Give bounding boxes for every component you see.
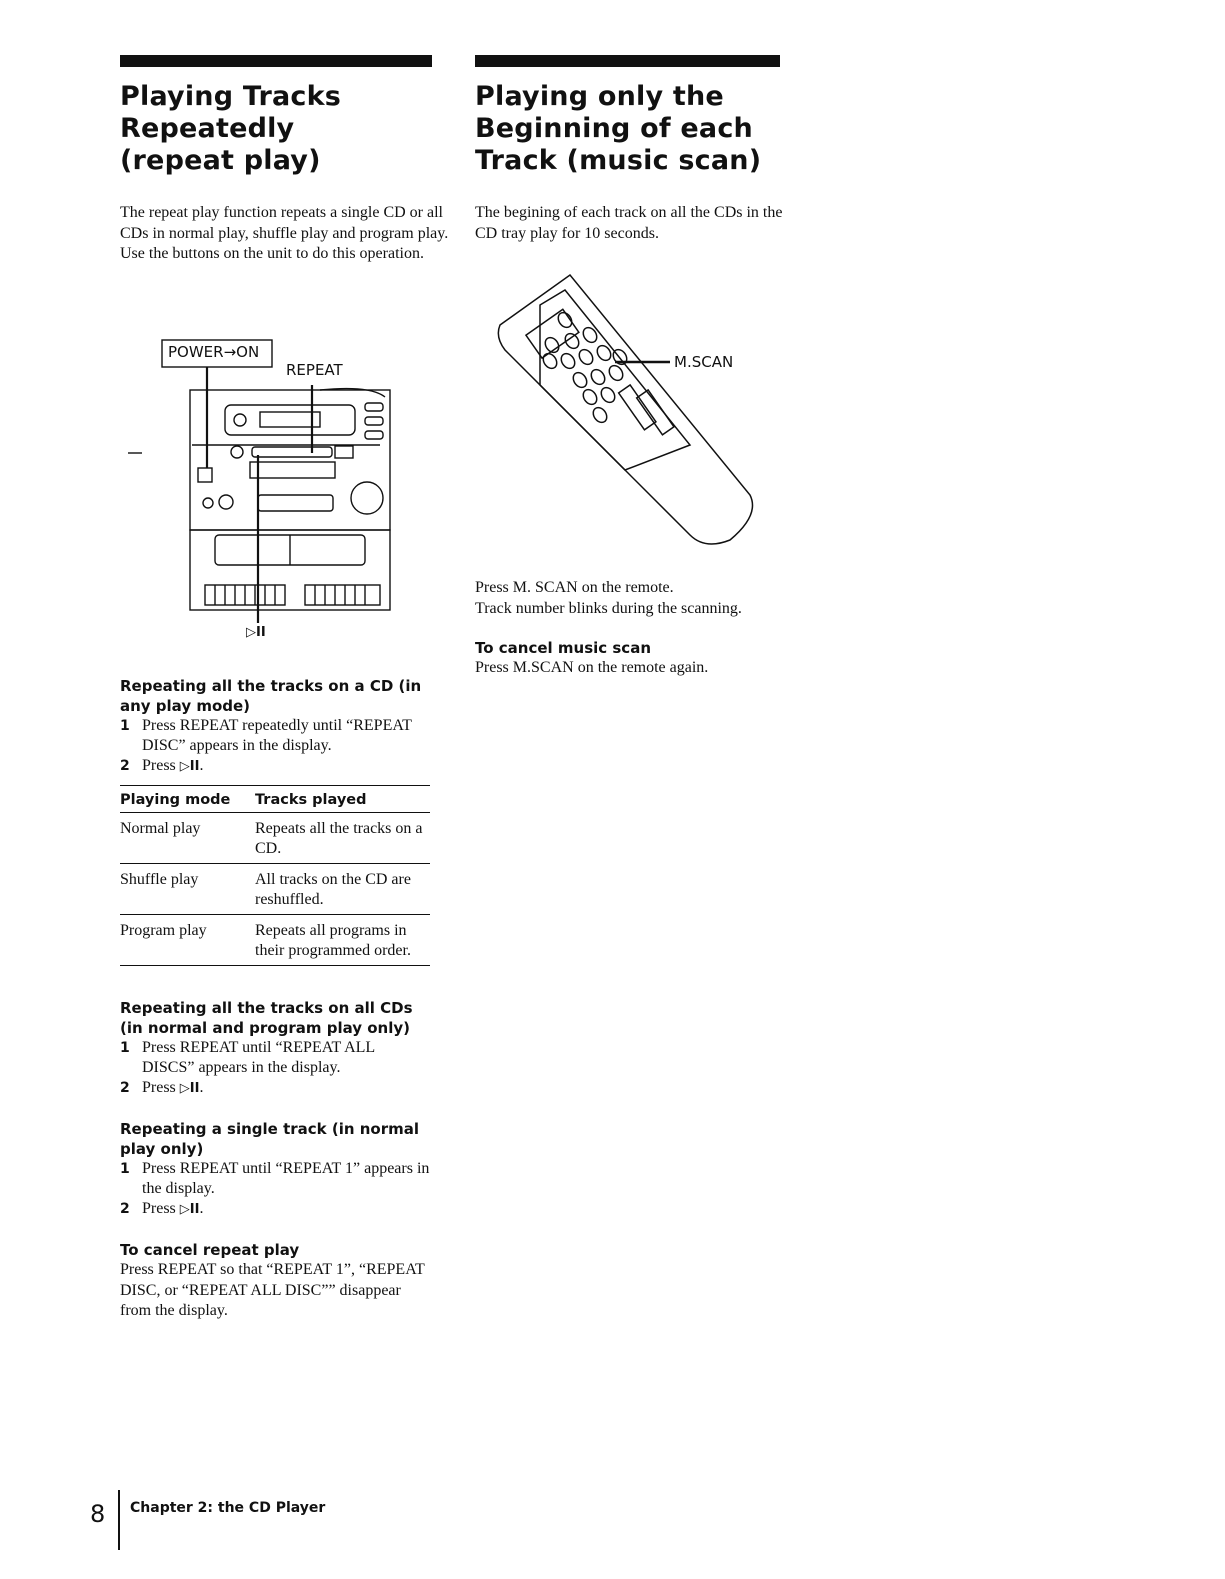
- play-pause-symbol: ▷II: [179, 1081, 200, 1096]
- table-row: [120, 813, 430, 864]
- step-text: Press REPEAT repeatedly until “REPEAT DISC” appears in the display.: [142, 717, 412, 754]
- left-column: [120, 55, 450, 265]
- right-title-line-3: Track (music scan): [475, 145, 762, 176]
- step-number: 1: [120, 1161, 130, 1177]
- repeat-label: REPEAT: [286, 361, 343, 379]
- table-cell: Repeats all programs in their programmed order.: [255, 915, 430, 966]
- right-title-line-2: Beginning of each: [475, 113, 753, 144]
- step-text-end: .: [199, 1200, 204, 1217]
- section-repeat-cd: [120, 676, 430, 777]
- right-column: [475, 55, 805, 244]
- page-footer: [88, 1490, 388, 1550]
- step-text: Press: [142, 757, 180, 774]
- right-title-line-1: Playing only the: [475, 81, 724, 112]
- play-pause-symbol: ▷II: [179, 759, 200, 774]
- step-item: [120, 1199, 430, 1220]
- step-text: Press REPEAT until “REPEAT 1” appears in the display.: [142, 1160, 430, 1197]
- play-mode-table-wrap: [120, 785, 430, 966]
- sec3-heading: Repeating a single track (in normal play only): [120, 1120, 420, 1158]
- cancel-scan-text: Press M.SCAN on the remote again.: [475, 659, 709, 676]
- section-repeat-single: [120, 1119, 430, 1220]
- left-title: [120, 81, 450, 177]
- table-header: Tracks played: [255, 786, 430, 813]
- section-cancel-scan: [475, 638, 805, 679]
- remote-diagram: [490, 265, 790, 555]
- table-header: Playing mode: [120, 786, 255, 813]
- table-row: [120, 864, 430, 915]
- step-text: Press: [142, 1200, 180, 1217]
- left-title-line-1: Playing Tracks: [120, 81, 342, 112]
- table-cell: Shuffle play: [120, 864, 255, 915]
- footer-divider: [118, 1490, 120, 1550]
- step-text-end: .: [199, 1079, 204, 1096]
- press-mscan-text: Press M. SCAN on the remote.: [475, 579, 674, 596]
- right-title: [475, 81, 805, 177]
- step-number: 1: [120, 1040, 130, 1056]
- step-number: 2: [120, 1201, 130, 1217]
- sec2-steps: [120, 1038, 430, 1099]
- section-bar: [120, 55, 432, 67]
- sec2-heading: Repeating all the tracks on all CDs (in normal and program play only): [120, 999, 413, 1037]
- unit-illustration: [120, 335, 420, 645]
- mscan-label: M.SCAN: [674, 353, 734, 371]
- section-cancel-repeat: [120, 1240, 430, 1322]
- step-item: [120, 1038, 430, 1078]
- step-text-end: .: [199, 757, 204, 774]
- table-row: [120, 915, 430, 966]
- table-header-row: [120, 786, 430, 813]
- table-cell: Program play: [120, 915, 255, 966]
- left-title-line-2: Repeatedly: [120, 113, 295, 144]
- left-intro-p1: The repeat play function repeats a single CD or all CDs in normal play, shuffle play and program play.: [120, 204, 449, 242]
- step-item: [120, 1159, 430, 1199]
- table-cell: Normal play: [120, 813, 255, 864]
- play-pause-label: ▷II: [246, 625, 266, 640]
- step-number: 1: [120, 718, 130, 734]
- cancel-repeat-text: Press REPEAT so that “REPEAT 1”, “REPEAT DISC, or “REPEAT ALL DISC”” disappear from the display.: [120, 1261, 425, 1319]
- left-intro-p2: Use the buttons on the unit to do this operation.: [120, 245, 424, 262]
- power-on-label: POWER→ON: [168, 343, 260, 361]
- chapter-label: Chapter 2: the CD Player: [130, 1500, 326, 1516]
- table-cell: Repeats all the tracks on a CD.: [255, 813, 430, 864]
- cancel-scan-heading: To cancel music scan: [475, 639, 652, 657]
- step-number: 2: [120, 1080, 130, 1096]
- play-mode-table: [120, 785, 430, 966]
- section-repeat-all: [120, 998, 430, 1099]
- remote-illustration: [490, 265, 790, 555]
- step-item: [120, 756, 430, 777]
- sec1-steps: [120, 716, 430, 777]
- blink-text: Track number blinks during the scanning.: [475, 599, 742, 617]
- sec1-heading: Repeating all the tracks on a CD (in any play mode): [120, 677, 422, 715]
- page-number: 8: [90, 1500, 106, 1528]
- step-number: 2: [120, 758, 130, 774]
- right-press: [475, 578, 805, 619]
- step-text: Press: [142, 1079, 180, 1096]
- left-intro: [120, 203, 450, 265]
- right-intro: [475, 203, 805, 244]
- table-cell: All tracks on the CD are reshuffled.: [255, 864, 430, 915]
- play-pause-symbol: ▷II: [179, 1202, 200, 1217]
- step-item: [120, 1078, 430, 1099]
- cancel-repeat-heading: To cancel repeat play: [120, 1241, 300, 1259]
- step-item: [120, 716, 430, 756]
- sec3-steps: [120, 1159, 430, 1220]
- unit-diagram: [120, 335, 420, 645]
- left-title-line-3: (repeat play): [120, 145, 321, 176]
- section-bar: [475, 55, 780, 67]
- right-intro-text: The begining of each track on all the CDs in the CD tray play for 10 seconds.: [475, 204, 783, 242]
- step-text: Press REPEAT until “REPEAT ALL DISCS” appears in the display.: [142, 1039, 375, 1076]
